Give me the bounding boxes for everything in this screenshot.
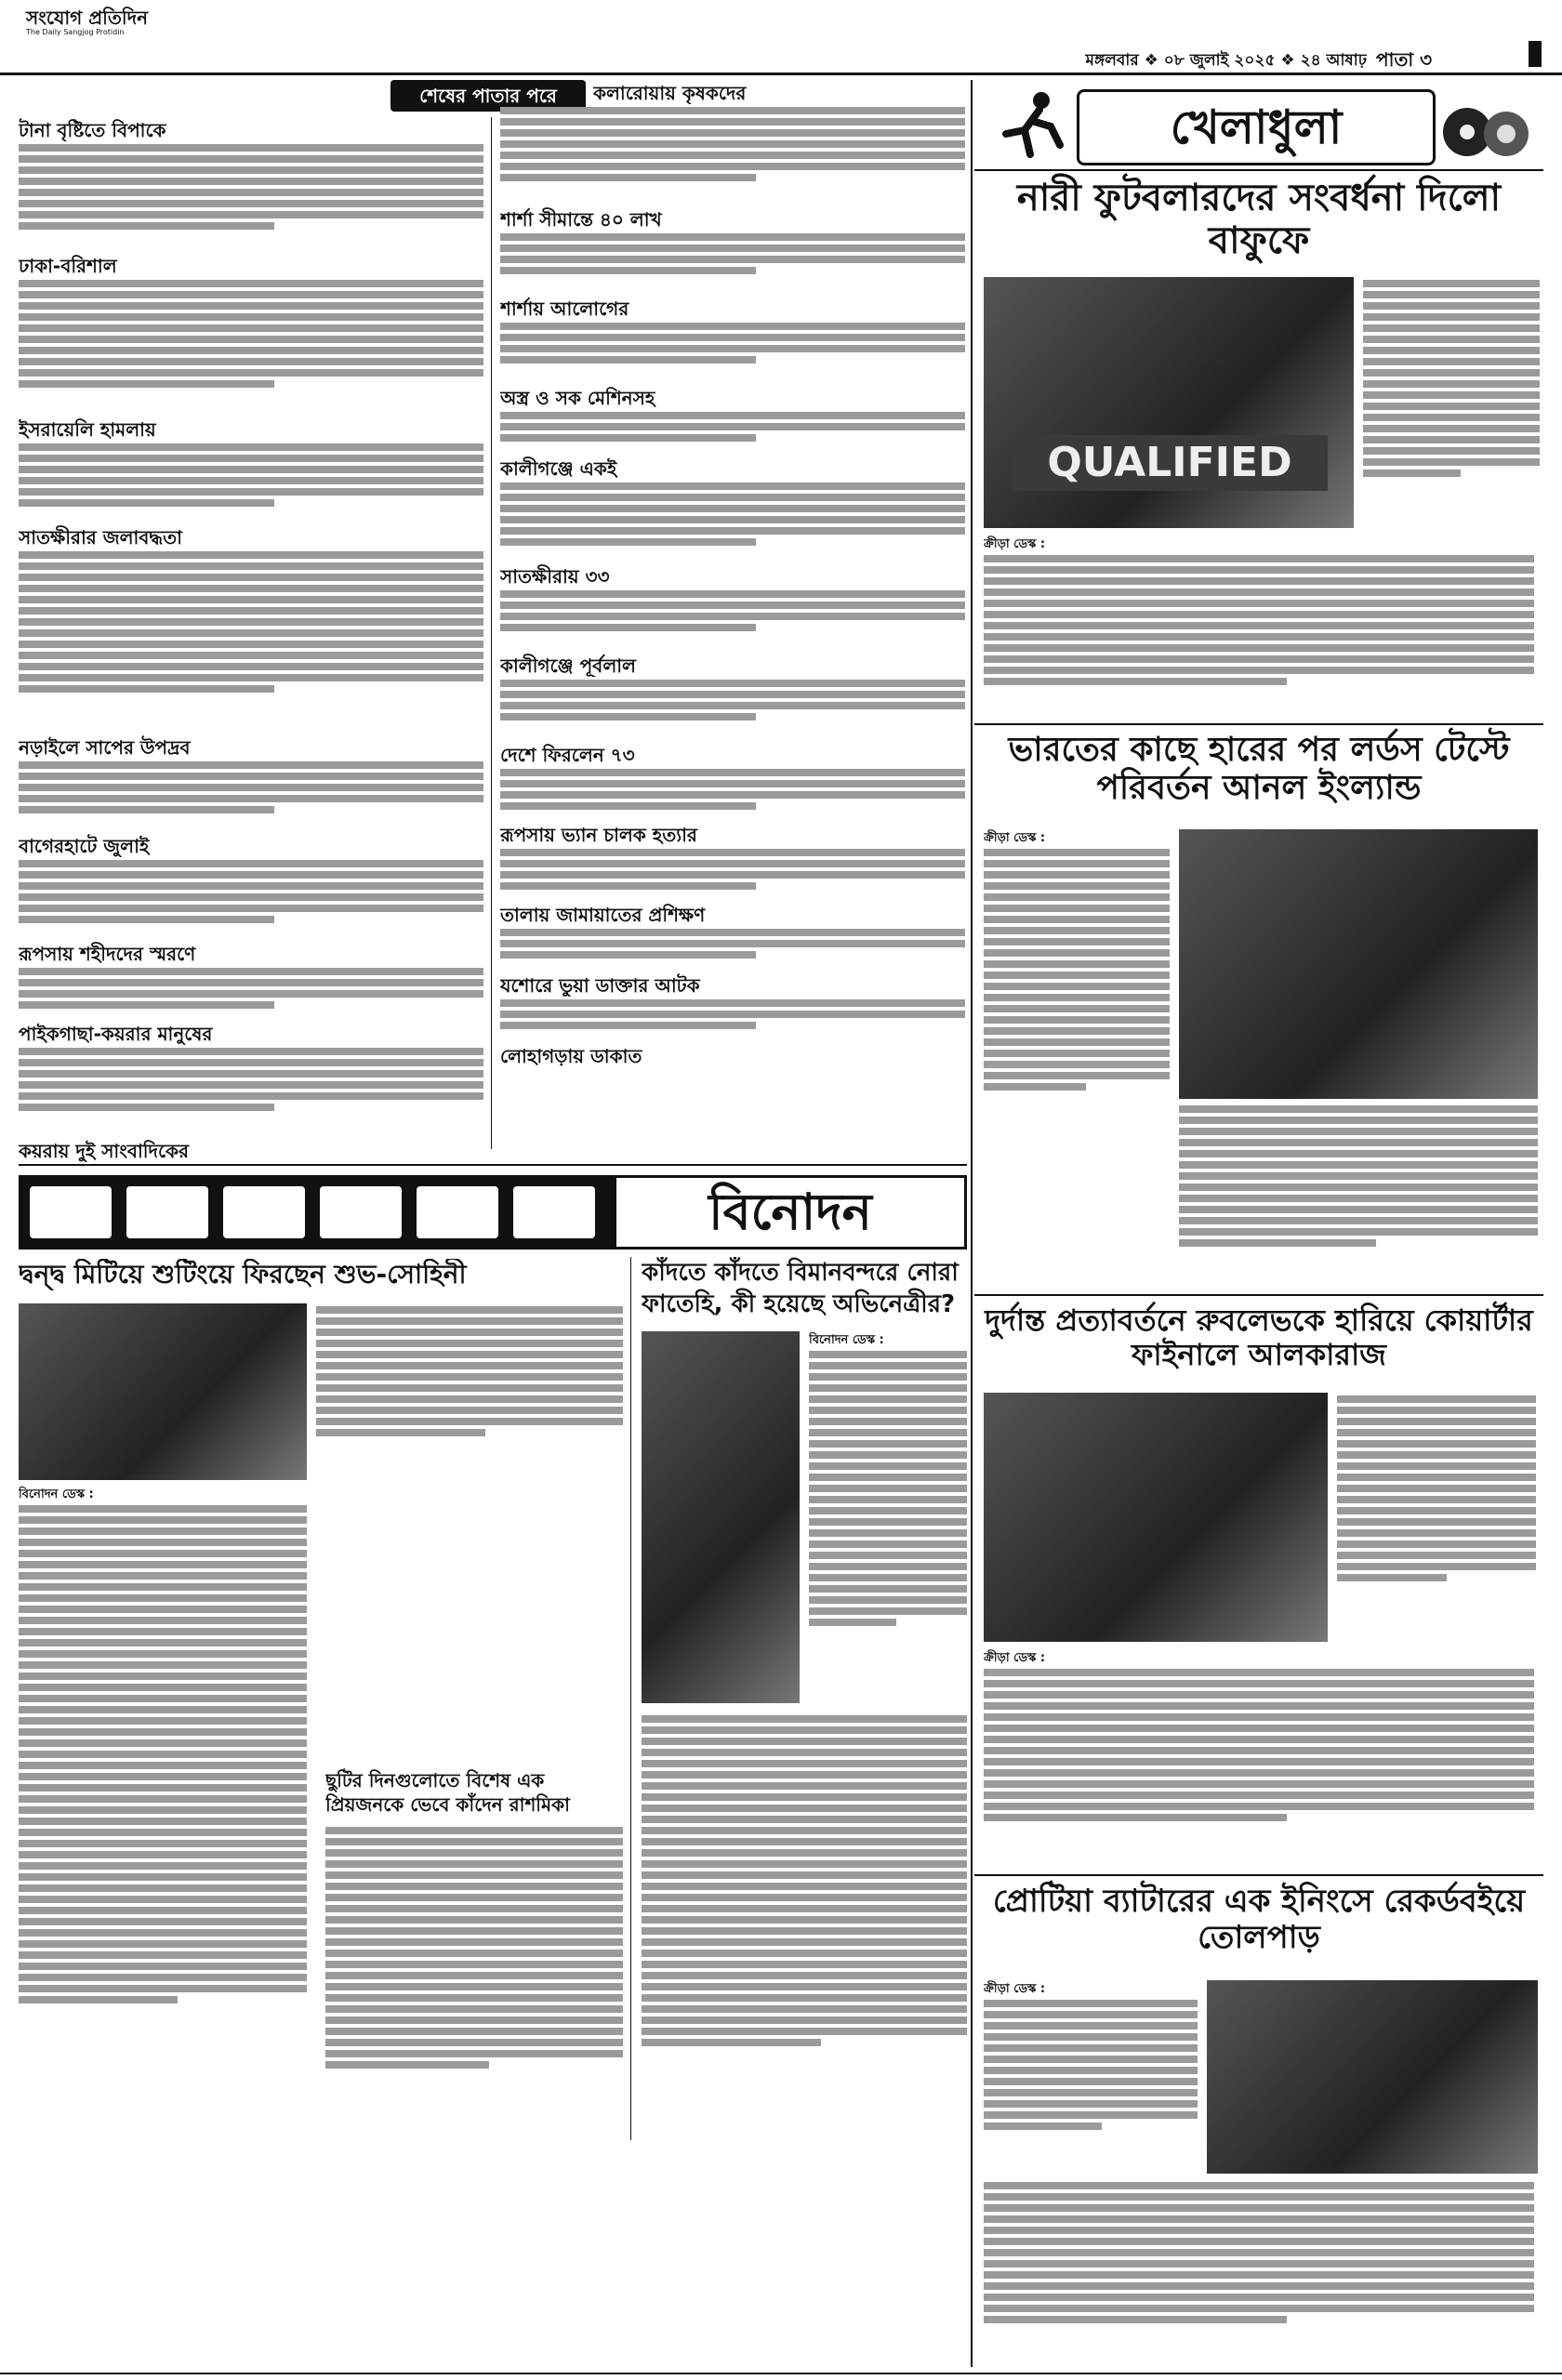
sports-desk-label: ক্রীড়া ডেস্ক : <box>984 831 1046 845</box>
date-line: মঙ্গলবার ❖ ০৮ জুলাই ২০২৫ ❖ ২৪ আষাঢ় <box>1085 51 1367 70</box>
masthead-rule <box>0 73 1562 75</box>
article-body <box>500 104 965 206</box>
film-frame <box>223 1186 305 1238</box>
left-column-2 <box>500 80 965 1158</box>
article-body <box>809 1348 967 1703</box>
left-headline: সাতক্ষীরার জলাবদ্ধতা <box>19 526 182 549</box>
sports-title: খেলাধুলা <box>1170 100 1343 154</box>
ent-headline-3: ছুটির দিনগুলোতে বিশেষ এক প্রিয়জনকে ভেবে কাঁদেন রাশমিকা <box>325 1769 570 1816</box>
left-headline: কালীগঞ্জে একই <box>500 457 617 480</box>
story-divider <box>974 1294 1543 1296</box>
article-body <box>1363 277 1540 528</box>
cricket-players-photo <box>1179 829 1538 1099</box>
article-body <box>500 766 965 822</box>
article-body <box>984 1666 1534 1871</box>
film-frame <box>30 1186 112 1238</box>
left-headline: শার্শা সীমান্তে ৪০ লাখ <box>500 208 662 231</box>
column-divider <box>630 1257 631 2140</box>
section-tag: শেষের পাতার পরে <box>390 80 586 112</box>
article-body <box>19 1045 483 1138</box>
left-news-block <box>19 80 967 1162</box>
article-body <box>1179 1103 1538 1289</box>
qualified-banner-text: QUALIFIED <box>1012 435 1328 491</box>
left-headline: কালীগঞ্জে পূর্বলাল <box>500 654 636 677</box>
article-body <box>19 965 483 1021</box>
column-divider <box>491 117 492 1149</box>
article-body <box>19 277 483 416</box>
article-body <box>19 857 483 941</box>
article-body <box>642 1712 967 2131</box>
left-headline: তালায় জামায়াতের প্রশিক্ষণ <box>500 904 706 926</box>
sports-balls-icon <box>1439 95 1532 160</box>
entertainment-section <box>19 1164 967 2373</box>
ent-headline-1: দ্বন্দ্ব মিটিয়ে শুটিংয়ে ফিরছেন শুভ-সোহিনী <box>19 1259 467 1289</box>
sports-headline-1: নারী ফুটবলারদের সংবর্ধনা দিলো বাফুফে <box>1016 177 1502 262</box>
article-body <box>19 441 483 524</box>
article-body <box>19 1502 307 2135</box>
sports-headline-3: দুর্দান্ত প্রত্যাবর্তনে রুবলেভকে হারিয়ে কোয়ার্টার ফাইনালে আলকারাজ <box>985 1302 1533 1372</box>
left-headline: সাতক্ষীরায় ৩৩ <box>500 565 610 588</box>
left-headline: নড়াইলে সাপের উপদ্রব <box>19 736 191 759</box>
football-team-photo <box>984 277 1354 528</box>
logo-subtext: The Daily Sangjog Protidin <box>26 28 125 36</box>
article-body <box>984 552 1534 720</box>
sports-headline-2: ভারতের কাছে হারের পর লর্ডস টেস্টে পরিবর্তন আনল ইংল্যান্ড <box>1008 731 1510 808</box>
story-divider <box>974 1874 1543 1876</box>
left-headline: যশোরে ভুয়া ডাক্তার আটক <box>500 974 700 997</box>
masthead <box>0 0 1562 71</box>
left-headline: দেশে ফিরলেন ৭৩ <box>500 744 635 766</box>
film-frame <box>513 1186 595 1238</box>
left-headline: রূপসায় শহীদদের স্মরণে <box>19 943 196 965</box>
left-headline: কলারোয়ায় কৃষকদের <box>593 82 747 104</box>
section-divider-vertical <box>971 80 973 2367</box>
story-divider <box>974 723 1543 725</box>
page-label: পাতা ৩ <box>1376 48 1433 71</box>
article-body <box>19 759 483 833</box>
sports-desk-label: ক্রীড়া ডেস্ক : <box>984 1651 1046 1665</box>
article-body <box>1337 1393 1536 1642</box>
left-headline: টানা বৃষ্টিতে বিপাকে <box>19 119 166 141</box>
sports-headline-4: প্রোটিয়া ব্যাটারের এক ইনিংসে রেকর্ডবইয়ে তোলপাড় <box>992 1883 1526 1957</box>
article-body <box>500 997 965 1043</box>
left-headline: ঢাকা-বরিশাল <box>19 255 117 277</box>
sports-desk-label: ক্রীড়া ডেস্ক : <box>984 1982 1046 1996</box>
article-body <box>500 480 965 563</box>
left-headline: পাইকগাছা-কয়রার মানুষের <box>19 1023 213 1045</box>
article-body <box>316 1303 623 1480</box>
left-column-1 <box>19 117 483 1162</box>
sports-title-box <box>1077 89 1436 165</box>
logo-text: সংযোগ প্রতিদিন <box>26 7 149 29</box>
article-body <box>984 846 1170 1162</box>
sports-section <box>974 80 1543 2367</box>
film-frame <box>417 1186 498 1238</box>
article-body <box>19 549 483 734</box>
running-figure-icon <box>993 89 1067 160</box>
filmstrip-decoration <box>19 1175 614 1250</box>
sports-header <box>974 80 1543 167</box>
film-frame <box>320 1186 402 1238</box>
article-body <box>325 1824 623 2131</box>
entertainment-title: বিনোদন <box>708 1183 872 1241</box>
ent-desk-label: বিনোদন ডেস্ক : <box>19 1488 94 1501</box>
ent-headline-2: কাঁদতে কাঁদতে বিমানবন্দরে নোরা ফাতেহি, কী হয়েছে অভিনেত্রীর? <box>642 1259 959 1318</box>
tennis-players-photo <box>984 1393 1328 1642</box>
left-headline: লোহাগড়ায় ডাকাত <box>500 1045 642 1067</box>
article-body <box>500 320 965 385</box>
left-headline: ইসরায়েলি হামলায় <box>19 418 156 441</box>
actor-actress-photo <box>19 1303 307 1480</box>
entertainment-top-rule <box>19 1164 967 1166</box>
page-marker <box>1529 41 1542 67</box>
article-body <box>500 846 965 902</box>
sports-desk-label: ক্রীড়া ডেস্ক : <box>984 537 1046 551</box>
article-body <box>500 588 965 653</box>
left-headline: কয়রায় দুই সাংবাদিকের <box>19 1140 190 1162</box>
nora-fatehi-photo <box>642 1331 800 1703</box>
article-body <box>984 2179 1534 2361</box>
left-headline: বাগেরহাটে জুলাই <box>19 835 150 857</box>
article-body <box>500 409 965 456</box>
left-headline: শার্শায় আলোগের <box>500 298 629 320</box>
newspaper-logo <box>26 7 212 45</box>
film-frame <box>126 1186 208 1238</box>
article-body <box>500 677 965 742</box>
left-headline: অস্ত্র ও সক মেশিনসহ <box>500 387 655 409</box>
article-body <box>19 141 483 253</box>
article-body <box>984 1997 1198 2174</box>
article-body <box>500 926 965 972</box>
entertainment-title-box <box>614 1175 967 1250</box>
left-headline: রূপসায় ভ্যান চালক হত্যার <box>500 824 697 846</box>
article-body <box>500 231 965 296</box>
ent-desk-label: বিনোদন ডেস্ক : <box>809 1333 884 1347</box>
page-bottom-rule <box>0 2373 1562 2374</box>
sports-rule <box>974 169 1543 171</box>
batter-celebration-photo <box>1207 1980 1538 2174</box>
